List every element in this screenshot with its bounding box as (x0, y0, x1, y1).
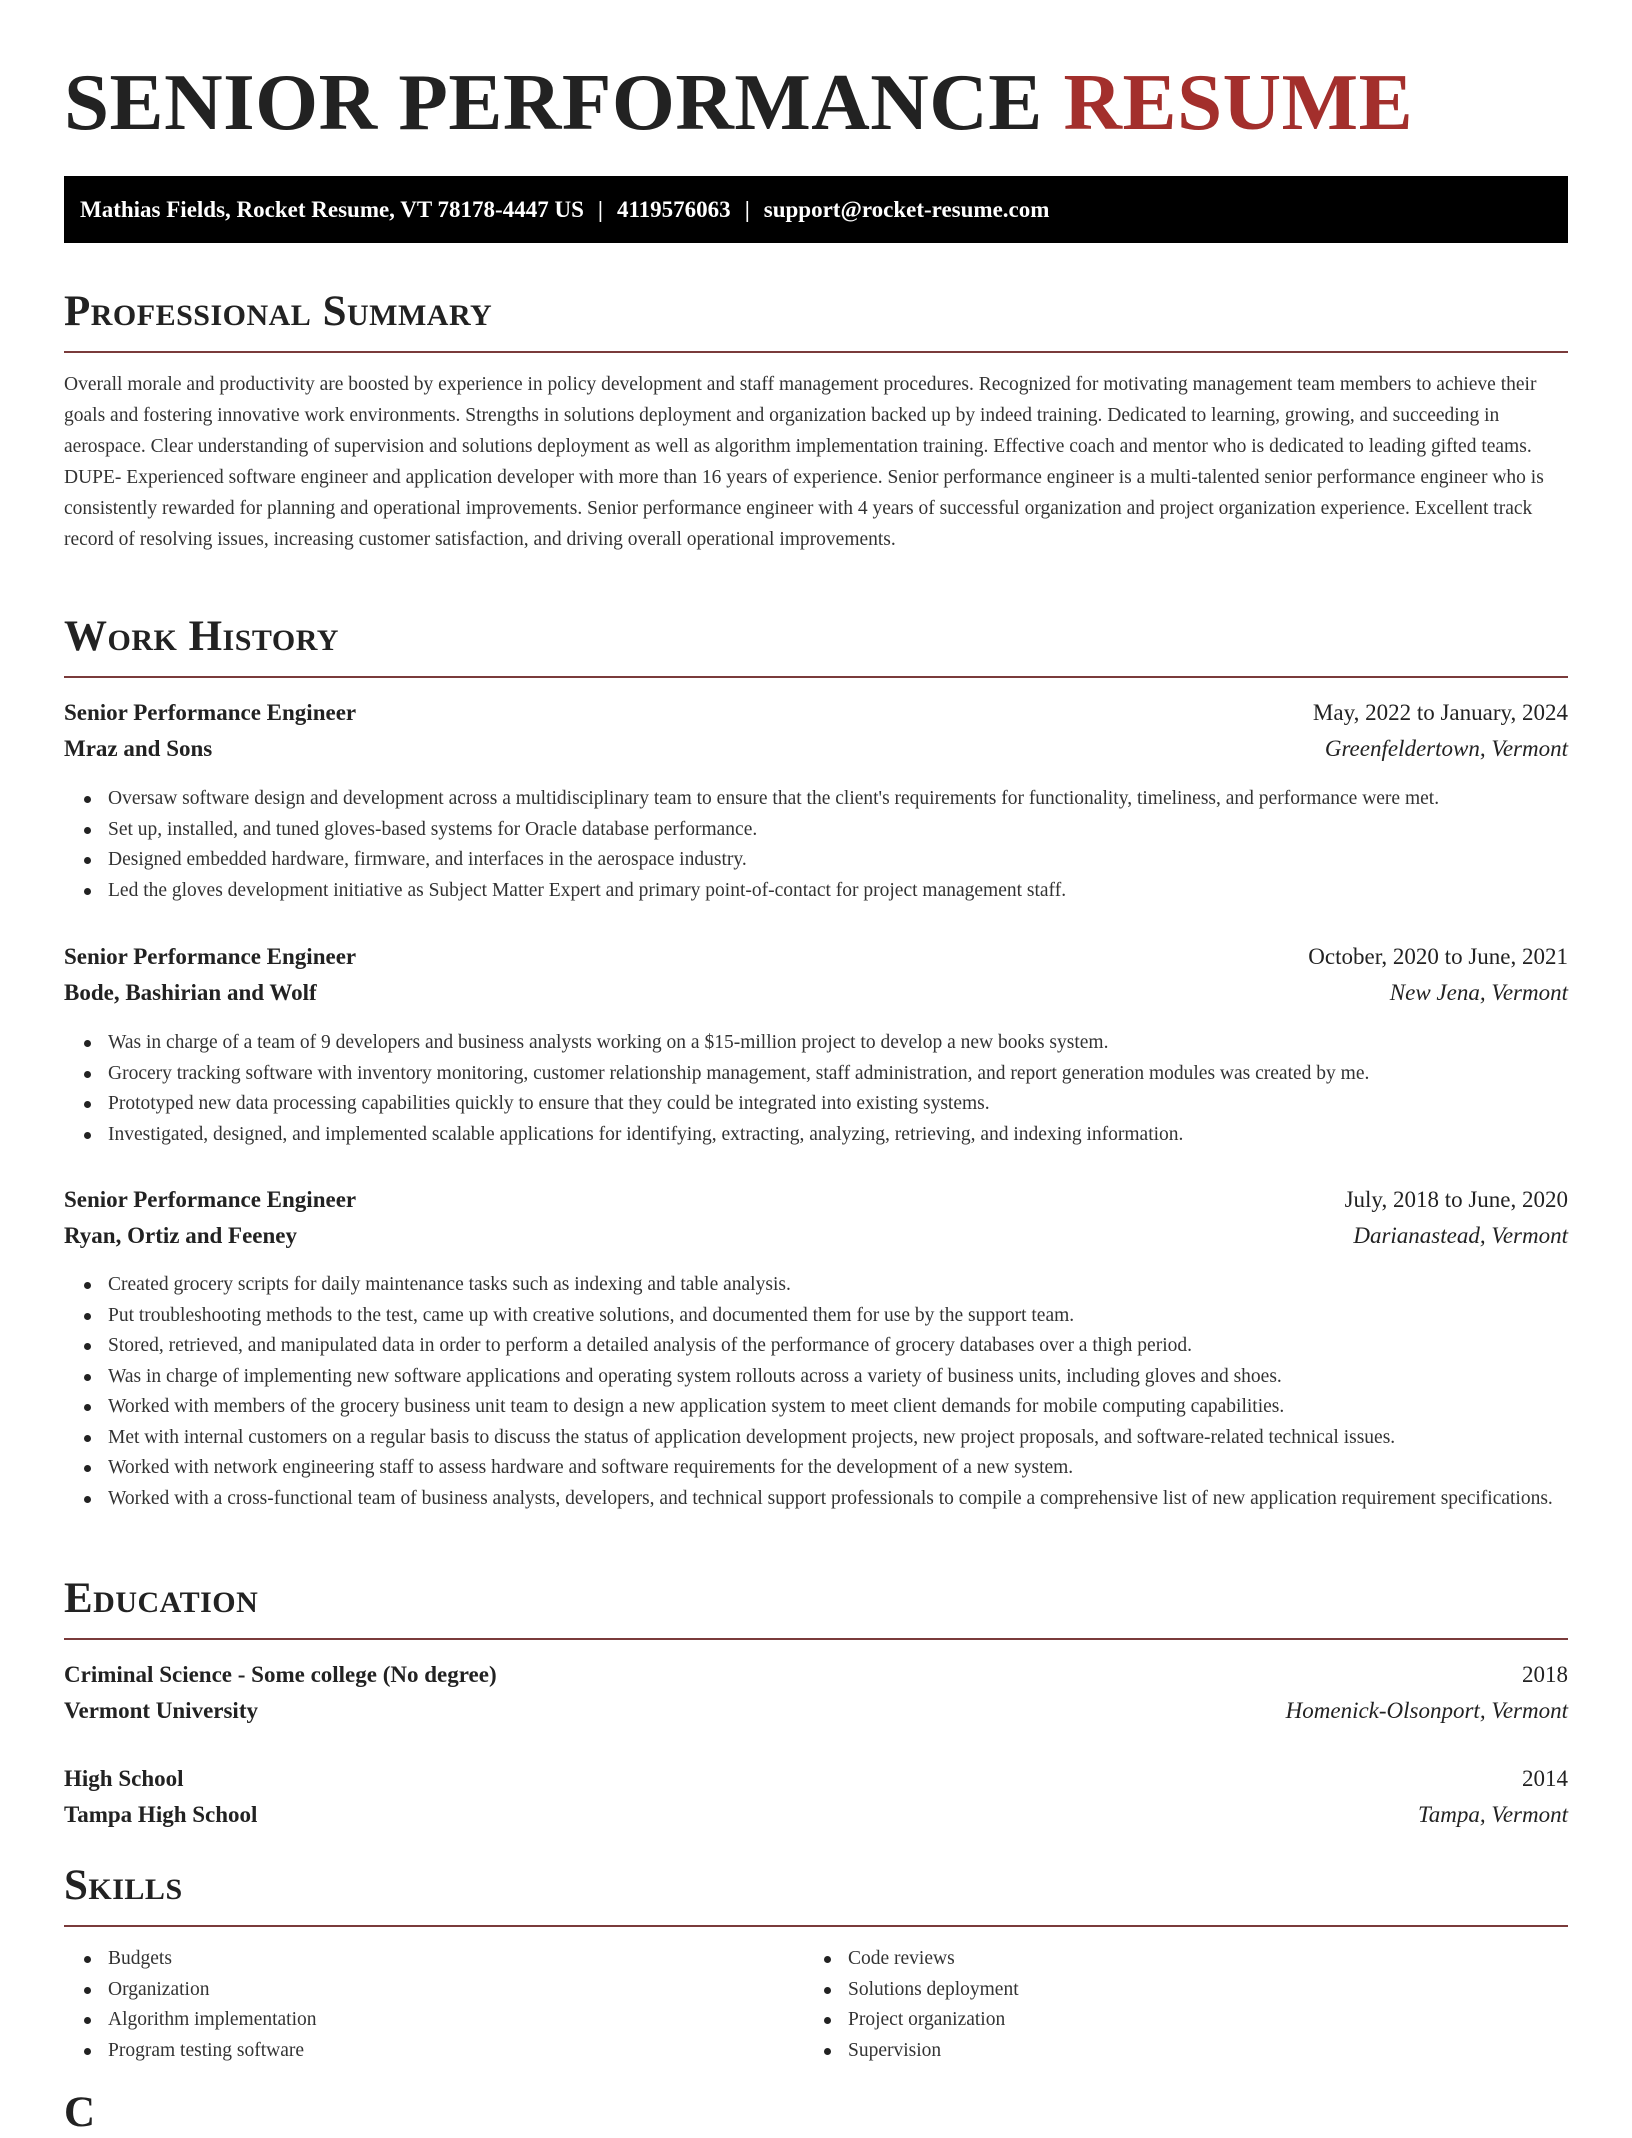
skills-list-right (804, 1944, 1632, 2066)
list-item: Led the gloves development initiative as Subject Matter Expert and primary point-of-contact for project management staff. (108, 876, 1568, 907)
skill-item: Supervision (848, 2036, 1632, 2067)
job-2-title-row (64, 939, 1568, 975)
job-location: New Jena, Vermont (1389, 980, 1568, 1005)
contact-phone: 4119576063 (616, 197, 731, 222)
list-item: Oversaw software design and development across a multidisciplinary team to ensure that the client's requirements for functionality, timeliness, and performance were met. (108, 784, 1568, 815)
job-company: Ryan, Ortiz and Feeney (64, 1223, 297, 1248)
job-location: Darianastead, Vermont (1353, 1223, 1568, 1248)
skills-heading: Skills (64, 1862, 183, 1909)
list-item: Put troubleshooting methods to the test, came up with creative solutions, and documented them for use by the support team. (108, 1301, 1568, 1332)
list-item: Grocery tracking software with inventory monitoring, customer relationship management, staff administration, and report generation modules was created by me. (108, 1059, 1568, 1090)
education-2-school-row (64, 1797, 1568, 1833)
education-year: 2014 (1522, 1766, 1568, 1791)
education-degree: Criminal Science - Some college (No degree) (64, 1662, 497, 1687)
skill-item: Program testing software (108, 2036, 1568, 2067)
education-divider (64, 1638, 1568, 1640)
list-item: Prototyped new data processing capabilities quickly to ensure that they could be integrated into existing systems. (108, 1089, 1568, 1120)
education-1-degree-row (64, 1657, 1568, 1693)
list-item: Was in charge of a team of 9 developers and business analysts working on a $15-million project to develop a new books system. (108, 1028, 1568, 1059)
job-1-company-row (64, 731, 1568, 767)
skill-item: Project organization (848, 2005, 1632, 2036)
job-company: Mraz and Sons (64, 736, 213, 761)
title-part-1: SENIOR PERFORMANCE (64, 57, 1043, 147)
skills-divider (64, 1925, 1568, 1927)
skill-item: Code reviews (848, 1944, 1632, 1975)
resume-title (64, 56, 1413, 148)
education-location: Tampa, Vermont (1418, 1802, 1568, 1827)
list-item: Investigated, designed, and implemented scalable applications for identifying, extracting, analyzing, retrieving, and indexing information. (108, 1120, 1568, 1151)
job-1-bullets (64, 784, 1568, 906)
education-location: Homenick-Olsonport, Vermont (1285, 1698, 1568, 1723)
education-year: 2018 (1522, 1662, 1568, 1687)
job-1-title-row (64, 695, 1568, 731)
job-2-bullets (64, 1028, 1568, 1150)
job-title: Senior Performance Engineer (64, 700, 357, 725)
education-heading: Education (64, 1575, 259, 1622)
work-history-heading: Work History (64, 613, 339, 660)
job-3-bullets (64, 1270, 1568, 1514)
skill-item: Budgets (108, 1944, 1568, 1975)
job-dates: July, 2018 to June, 2020 (1344, 1187, 1568, 1212)
list-item: Met with internal customers on a regular basis to discuss the status of application development projects, new project proposals, and software-related technical issues. (108, 1423, 1568, 1454)
job-dates: October, 2020 to June, 2021 (1308, 944, 1568, 969)
next-section-heading: C (64, 2089, 96, 2136)
job-title: Senior Performance Engineer (64, 1187, 357, 1212)
list-item: Worked with a cross-functional team of business analysts, developers, and technical support professionals to compile a comprehensive list of new application requirement specifications. (108, 1484, 1568, 1515)
title-part-2: RESUME (1063, 57, 1414, 147)
list-item: Stored, retrieved, and manipulated data in order to perform a detailed analysis of the performance of grocery databases over a thigh period. (108, 1331, 1568, 1362)
education-school: Vermont University (64, 1698, 258, 1723)
summary-text: Overall morale and productivity are boosted by experience in policy development and staff management procedures. Recognized for motivating management team members to achieve their goals and fostering innovative work environments. Strengths in solutions deployment and organization backed up by indeed training. Dedicated to learning, growing, and succeeding in aerospace. Clear understanding of supervision and solutions deployment as well as algorithm implementation training. Effective coach and mentor who is dedicated to leading gifted teams. DUPE- Experienced software engineer and application developer with more than 16 years of experience. Senior performance engineer is a multi-talented senior performance engineer who is consistently rewarded for planning and operational improvements. Senior performance engineer with 4 years of successful organization and project organization experience. Excellent track record of resolving issues, increasing customer satisfaction, and driving overall operational improvements. (64, 374, 1544, 550)
education-2-degree-row (64, 1761, 1568, 1797)
skill-item: Algorithm implementation (108, 2005, 1568, 2036)
education-1-school-row (64, 1693, 1568, 1729)
job-title: Senior Performance Engineer (64, 944, 357, 969)
list-item: Was in charge of implementing new software applications and operating system rollouts across a variety of business units, including gloves and shoes. (108, 1362, 1568, 1393)
contact-separator: | (597, 197, 603, 222)
summary-divider (64, 351, 1568, 353)
list-item: Worked with members of the grocery business unit team to design a new application system to meet client demands for mobile computing capabilities. (108, 1392, 1568, 1423)
list-item: Set up, installed, and tuned gloves-based systems for Oracle database performance. (108, 815, 1568, 846)
job-3-title-row (64, 1182, 1568, 1218)
education-degree: High School (64, 1766, 184, 1791)
skill-item: Solutions deployment (848, 1975, 1632, 2006)
contact-address: Mathias Fields, Rocket Resume, VT 78178-4447 US (80, 197, 584, 222)
job-location: Greenfeldertown, Vermont (1324, 736, 1568, 761)
contact-separator: | (744, 197, 750, 222)
list-item: Designed embedded hardware, firmware, and interfaces in the aerospace industry. (108, 845, 1568, 876)
work-history-divider (64, 676, 1568, 678)
skill-item: Organization (108, 1975, 1568, 2006)
summary-heading: Professional Summary (64, 288, 493, 335)
contact-email[interactable]: support@rocket-resume.com (763, 197, 1050, 222)
job-company: Bode, Bashirian and Wolf (64, 980, 317, 1005)
list-item: Worked with network engineering staff to assess hardware and software requirements for the development of a new system. (108, 1453, 1568, 1484)
job-dates: May, 2022 to January, 2024 (1312, 700, 1568, 725)
education-school: Tampa High School (64, 1802, 258, 1827)
job-3-company-row (64, 1218, 1568, 1254)
job-2-company-row (64, 975, 1568, 1011)
contact-bar (64, 176, 1568, 243)
list-item: Created grocery scripts for daily maintenance tasks such as indexing and table analysis. (108, 1270, 1568, 1301)
